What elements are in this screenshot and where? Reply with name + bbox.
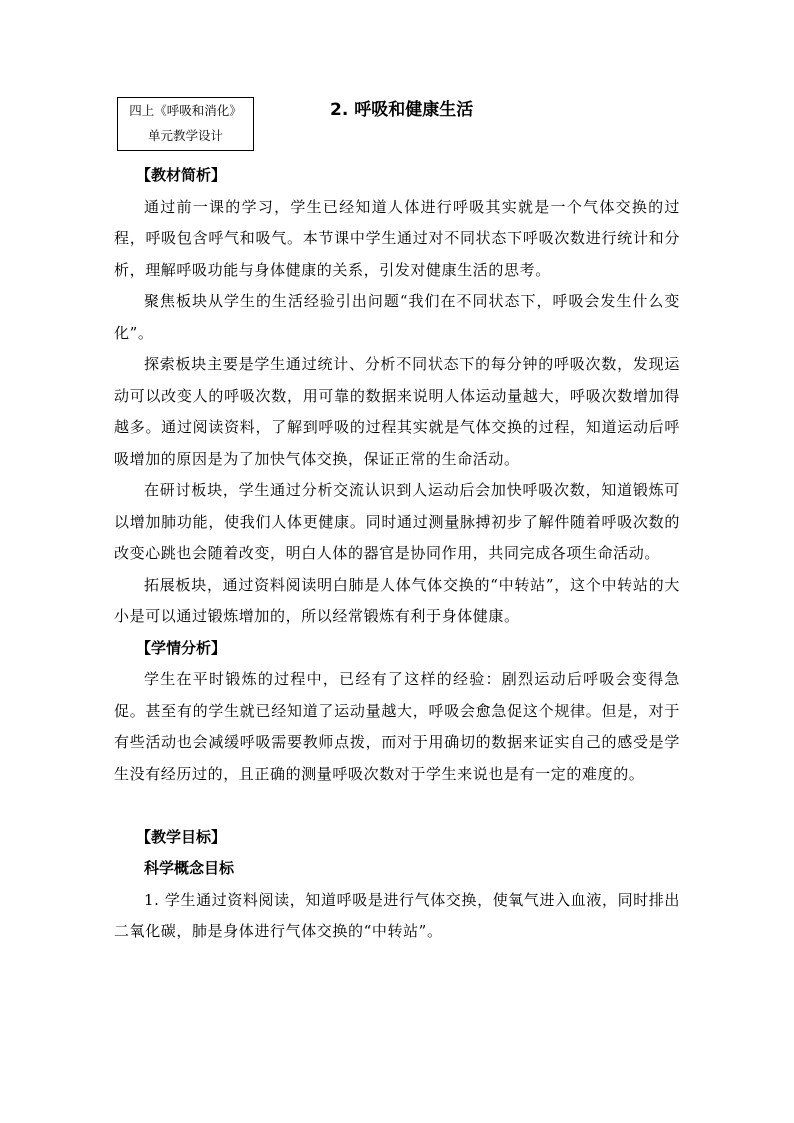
textbook-analysis-heading: 【教材简析】 <box>136 166 227 184</box>
textbook-paragraph-5: 拓展板块，通过资料阅读明白肺是人体气体交换的“中转站”，这个中转站的大小是可以通过锻炼增加的，所以经常锻炼有利于身体健康。 <box>114 575 680 625</box>
section-spacer <box>114 790 680 822</box>
page-title: 2. 呼吸和健康生活 <box>330 100 474 120</box>
science-concept-goals-heading: 科学概念目标 <box>144 859 235 877</box>
textbook-paragraph-2: 聚焦板块从学生的生活经验引出问题“我们在不同状态下，呼吸会发生什么变化”。 <box>114 292 680 342</box>
student-paragraph-1: 学生在平时锻炼的过程中，已经有了这样的经验：剧烈运动后呼吸会变得急促。甚至有的学生就已经知道了运动量越大，呼吸会愈急促这个规律。但是，对于有些活动也会减缓呼吸需要教师点拨，而对于用确切的数据来证实自己的感受是学生没有经历过的，且正确的测量呼吸次数对于学生来说也是有一定的难度的。 <box>114 670 680 783</box>
unit-label-line1: 四上《呼吸和消化》 <box>129 103 242 118</box>
student-analysis-heading: 【学情分析】 <box>136 638 227 657</box>
textbook-paragraph-4: 在研讨板块，学生通过分析交流认识到人运动后会加快呼吸次数，知道锻炼可以增加肺功能，使我们人体更健康。同时通过测量脉搏初步了解件随着呼吸次数的改变心跳也会随着改变，明白人体的器官是协同作用，共同完成各项生命活动。 <box>114 481 680 562</box>
unit-label-box <box>117 97 254 151</box>
textbook-paragraph-3: 探索板块主要是学生通过统计、分析不同状态下的每分钟的呼吸次数，发现运动可以改变人的呼吸次数，用可靠的数据来说明人体运动量越大，呼吸次数增加得越多。通过阅读资料，了解到呼吸的过程其实就是气体交换的过程，知道运动后呼吸增加的原因是为了加快气体交换，保证正常的生命活动。 <box>114 355 680 468</box>
goal-item-1: 1. 学生通过资料阅读，知道呼吸是进行气体交换，使氧气进入血液，同时排出二氧化碳，肺是身体进行气体交换的“中转站”。 <box>114 890 680 940</box>
document-body <box>114 160 680 948</box>
teaching-goals-heading: 【教学目标】 <box>136 827 227 846</box>
unit-label-line2: 单元教学设计 <box>147 128 223 143</box>
textbook-paragraph-1: 通过前一课的学习，学生已经知道人体进行呼吸其实就是一个气体交换的过程，呼吸包含呼气和吸气。本节课中学生通过对不同状态下呼吸次数进行统计和分析，理解呼吸功能与身体健康的关系，引发对健康生活的思考。 <box>114 197 680 279</box>
